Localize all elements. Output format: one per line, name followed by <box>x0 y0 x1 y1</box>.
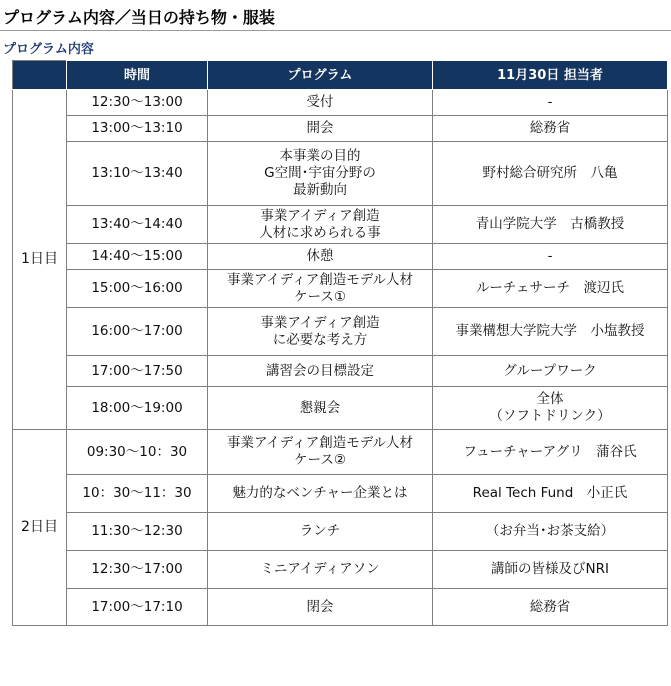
person-line: ルーチェサーチ 渡辺氏 <box>475 280 625 296</box>
person-line: グループワーク <box>503 362 597 379</box>
person-line: Real Tech Fund 小正氏 <box>472 485 628 501</box>
program-cell <box>208 513 433 551</box>
program-line: に必要な考え方 <box>272 331 368 348</box>
header-corner <box>13 61 67 90</box>
person-line: 野村総合研究所 八亀 <box>482 165 618 181</box>
table-row <box>13 356 668 387</box>
table-row <box>13 551 668 589</box>
person-line: フューチャーアグリ 蒲谷氏 <box>463 443 637 460</box>
person-cell <box>433 90 668 116</box>
program-line: 開会 <box>306 120 334 136</box>
program-cell <box>208 589 433 626</box>
program-cell <box>208 244 433 270</box>
program-line: 事業アイディア創造 <box>260 207 380 224</box>
person-line: 講師の皆様及びNRI <box>491 561 609 577</box>
time-cell: 12:30～13:00 <box>67 90 208 116</box>
table-row <box>13 475 668 513</box>
table-row <box>13 244 668 270</box>
person-cell <box>433 244 668 270</box>
time-cell: 09:30～10：30 <box>67 430 208 475</box>
person-cell <box>433 142 668 206</box>
time-cell: 14:40～15:00 <box>67 244 208 270</box>
header-person: 11月30日 担当者 <box>433 61 668 90</box>
program-line: ランチ <box>299 523 341 539</box>
program-cell <box>208 142 433 206</box>
header-program: プログラム <box>208 61 433 90</box>
program-table <box>12 60 668 626</box>
table-row <box>13 116 668 142</box>
program-cell <box>208 551 433 589</box>
person-line: （お弁当･お茶支給） <box>485 523 615 539</box>
table-row <box>13 142 668 206</box>
person-cell <box>433 270 668 308</box>
person-cell <box>433 589 668 626</box>
person-cell <box>433 356 668 387</box>
time-cell: 13:10～13:40 <box>67 142 208 206</box>
program-line: 講習会の目標設定 <box>266 362 374 379</box>
program-line: ケース② <box>294 452 346 468</box>
time-cell: 13:40～14:40 <box>67 206 208 244</box>
program-cell <box>208 387 433 430</box>
person-line: 事業構想大学院大学 小塩教授 <box>455 323 645 339</box>
table-row <box>13 308 668 356</box>
time-cell: 18:00～19:00 <box>67 387 208 430</box>
table-row <box>13 206 668 244</box>
time-cell: 15:00～16:00 <box>67 270 208 308</box>
program-line: ミニアイディアソン <box>260 561 380 577</box>
person-cell <box>433 430 668 475</box>
table-row <box>13 589 668 626</box>
table-row <box>13 430 668 475</box>
program-line: 懇親会 <box>299 399 341 416</box>
day-label: 2日目 <box>13 430 67 626</box>
time-cell: 10：30～11：30 <box>67 475 208 513</box>
time-cell: 12:30～17:00 <box>67 551 208 589</box>
person-cell <box>433 116 668 142</box>
section-title: プログラム内容 <box>3 42 94 57</box>
table-row <box>13 90 668 116</box>
program-cell <box>208 270 433 308</box>
person-cell <box>433 387 668 430</box>
program-cell <box>208 90 433 116</box>
program-cell <box>208 206 433 244</box>
program-line: 閉会 <box>306 598 334 615</box>
program-cell <box>208 356 433 387</box>
program-line: 事業アイディア創造 <box>260 314 380 331</box>
program-line: 本事業の目的 <box>279 148 361 164</box>
day-label: 1日目 <box>13 90 67 430</box>
title-divider <box>0 30 671 31</box>
table-row <box>13 270 668 308</box>
program-cell <box>208 308 433 356</box>
person-line: 総務省 <box>529 120 571 136</box>
person-cell <box>433 551 668 589</box>
program-line: 事業アイディア創造モデル人材 <box>226 271 414 288</box>
person-line: - <box>547 248 553 264</box>
table-header-row <box>13 61 668 90</box>
time-cell: 17:00～17:50 <box>67 356 208 387</box>
program-line: 受付 <box>306 94 334 110</box>
person-cell <box>433 308 668 356</box>
program-line: 休憩 <box>306 248 334 264</box>
person-line: 全体 <box>536 391 564 407</box>
page-title: プログラム内容／当日の持ち物・服装 <box>3 8 275 27</box>
time-cell: 11:30～12:30 <box>67 513 208 551</box>
person-line: 総務省 <box>529 598 571 615</box>
table-row <box>13 387 668 430</box>
person-line: - <box>547 94 553 110</box>
program-table-body <box>13 90 668 626</box>
table-row <box>13 513 668 551</box>
person-cell <box>433 513 668 551</box>
program-cell <box>208 430 433 475</box>
program-cell <box>208 475 433 513</box>
program-line: 魅力的なベンチャー企業とは <box>232 485 408 501</box>
person-line: 青山学院大学 古橋教授 <box>475 216 625 232</box>
time-cell: 16:00～17:00 <box>67 308 208 356</box>
program-line: 最新動向 <box>293 182 347 198</box>
program-line: G空間･宇宙分野の <box>264 165 376 181</box>
header-time: 時間 <box>67 61 208 90</box>
person-cell <box>433 475 668 513</box>
program-line: ケース① <box>294 288 346 305</box>
program-line: 事業アイディア創造モデル人材 <box>226 435 414 451</box>
time-cell: 13:00～13:10 <box>67 116 208 142</box>
program-line: 人材に求められる事 <box>259 224 381 241</box>
person-cell <box>433 206 668 244</box>
person-line: （ソフトドリンク） <box>489 408 611 424</box>
program-cell <box>208 116 433 142</box>
time-cell: 17:00～17:10 <box>67 589 208 626</box>
